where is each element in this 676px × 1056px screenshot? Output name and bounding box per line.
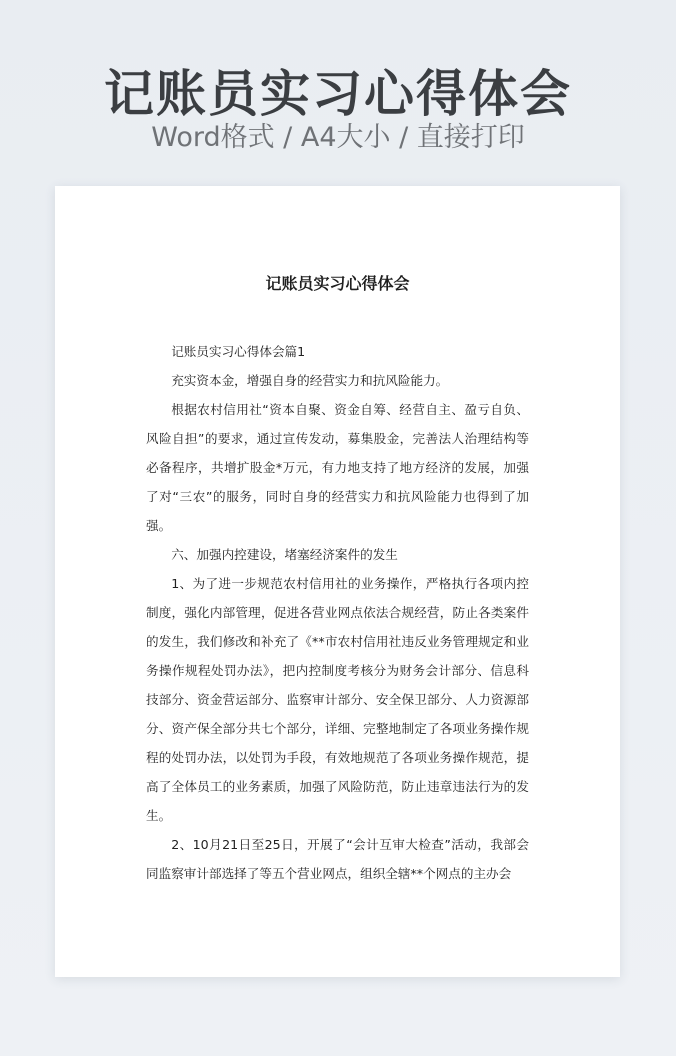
paragraph-capital: 充实资本金，增强自身的经营实力和抗风险能力。 [171, 373, 449, 388]
banner-subtitle: Word格式 / A4大小 / 直接打印 [151, 122, 525, 153]
banner-title: 记账员实习心得体会 [104, 65, 572, 123]
section-heading-internal-control: 六、加强内控建设，堵塞经济案件的发生 [171, 547, 398, 562]
section-heading-part1: 记账员实习心得体会篇1 [171, 344, 306, 359]
document-page [55, 186, 620, 977]
paragraph-item-1: 1、为了进一步规范农村信用社的业务操作，严格执行各项内控制度，强化内部管理，促进各营业网点依法合规经营，防止各类案件的发生，我们修改和补充了《**市农村信用社违反业务管理规定和业务操作规程处罚办法》，把内控制度考核分为财务会计部分、信息科技部分、资金营运部分、监察审计部分、安全保卫部分、人力资源部分、资产保全部分共七个部分，详细、完整地制定了各项业务操作规程的处罚办法，以处罚为手段，有效地规范了各项业务操作规范，提高了全体员工的业务素质，加强了风险防范，防止违章违法行为的发生。 [146, 576, 529, 823]
document-body [146, 337, 529, 888]
paragraph-shares: 根据农村信用社“资本自聚、资金自筹、经营自主、盈亏自负、风险自担”的要求，通过宣传发动，募集股金，完善法人治理结构等必备程序，共增扩股金*万元，有力地支持了地方经济的发展，加强了对“三农”的服务，同时自身的经营实力和抗风险能力也得到了加强。 [146, 402, 529, 533]
paragraph-item-2: 2、10月21日至25日，开展了“会计互审大检查”活动，我部会同监察审计部选择了等五个营业网点，组织全辖**个网点的主办会 [146, 837, 529, 881]
document-title: 记账员实习心得体会 [265, 274, 410, 293]
